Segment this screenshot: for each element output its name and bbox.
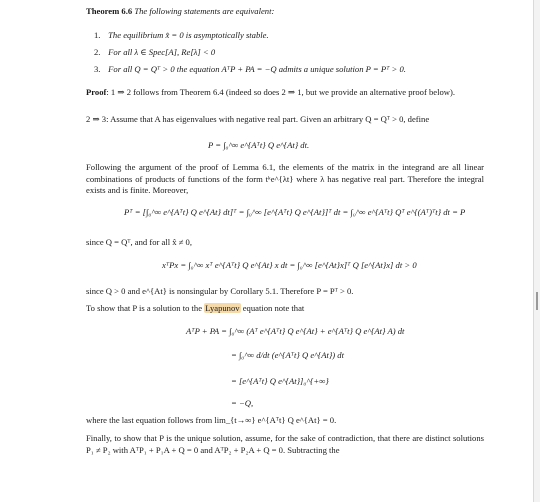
theorem-item-2: 2. For all λ ∈ Spec[A], Re[λ] < 0 (94, 47, 216, 57)
equation-lyapunov-line-1: AᵀP + PA = ∫₀^∞ (Aᵀ e^{Aᵀt} Q e^{At} + e^{Aᵀt} Q e^{At} A) dt (186, 326, 405, 336)
scrollbar-thumb[interactable] (536, 292, 538, 310)
theorem-heading (86, 6, 484, 18)
proof-intro: Proof: 1 ⇒ 2 follows from Theorem 6.4 (indeed so does 2 ⇒ 1, but we provide an alternative proof below). (86, 87, 455, 97)
proof-paragraph-4: since Q > 0 and e^{At} is nonsingular by Corollary 5.1. Therefore P = Pᵀ > 0. (86, 286, 354, 296)
proof-paragraph-2: Following the argument of the proof of Lemma 6.1, the elements of the matrix in the integrand are all linear combinations of products of functions of the form tᵏe^{λt} where λ has negative real part. Therefore the integral exists and is finite. Moreover, (86, 162, 484, 196)
proof-paragraph-7: Finally, to show that P is the unique solution, assume, for the sake of contradiction, that there are distinct solutions P₁ ≠ P₂ with AᵀP₁ + P₁A + Q = 0 and AᵀP₂ + P₂A + Q = 0. Subtracting the (86, 433, 484, 455)
proof-paragraph-1: 2 ⇒ 3: Assume that A has eigenvalues with negative real part. Given an arbitrary Q = Qᵀ > 0, define (86, 114, 430, 124)
proof-label: Proof (86, 87, 107, 97)
scrollbar-track[interactable] (533, 0, 540, 502)
equation-lyapunov-line-3: = [e^{Aᵀt} Q e^{At}]₀^{+∞} (231, 376, 329, 386)
theorem-item-3: 3. For all Q = Qᵀ > 0 the equation AᵀP + PA = −Q admits a unique solution P = Pᵀ > 0. (94, 64, 406, 74)
proof-paragraph-3: since Q = Qᵀ, and for all x̂ ≠ 0, (86, 237, 192, 247)
theorem-label: Theorem 6.6 (86, 6, 133, 16)
equation-p-transpose: Pᵀ = [∫₀^∞ e^{Aᵀt} Q e^{At} dt]ᵀ = ∫₀^∞ [e^{Aᵀt} Q e^{At}]ᵀ dt = ∫₀^∞ e^{Aᵀt} Qᵀ e^{(Aᵀ)ᵀt} dt = P (124, 207, 466, 217)
theorem-item-1: 1. The equilibrium x̂ = 0 is asymptotically stable. (94, 30, 269, 40)
equation-xpx: xᵀPx = ∫₀^∞ xᵀ e^{Aᵀt} Q e^{At} x dt = ∫₀^∞ [e^{At}x]ᵀ Q [e^{At}x] dt > 0 (162, 260, 417, 270)
proof-paragraph-6: where the last equation follows from lim_{t→∞} e^{Aᵀt} Q e^{At} = 0. (86, 415, 337, 425)
equation-lyapunov-line-2: = ∫₀^∞ d/dt (e^{Aᵀt} Q e^{At}) dt (231, 350, 344, 360)
equation-p-definition: P = ∫₀^∞ e^{Aᵀt} Q e^{At} dt. (208, 140, 310, 150)
theorem-statement: The following statements are equivalent: (134, 6, 275, 16)
equation-lyapunov-line-4: = −Q, (231, 398, 254, 408)
highlighted-word[interactable]: Lyapunov (205, 303, 240, 313)
proof-paragraph-5: To show that P is a solution to the Lyapunov equation note that (86, 303, 305, 313)
